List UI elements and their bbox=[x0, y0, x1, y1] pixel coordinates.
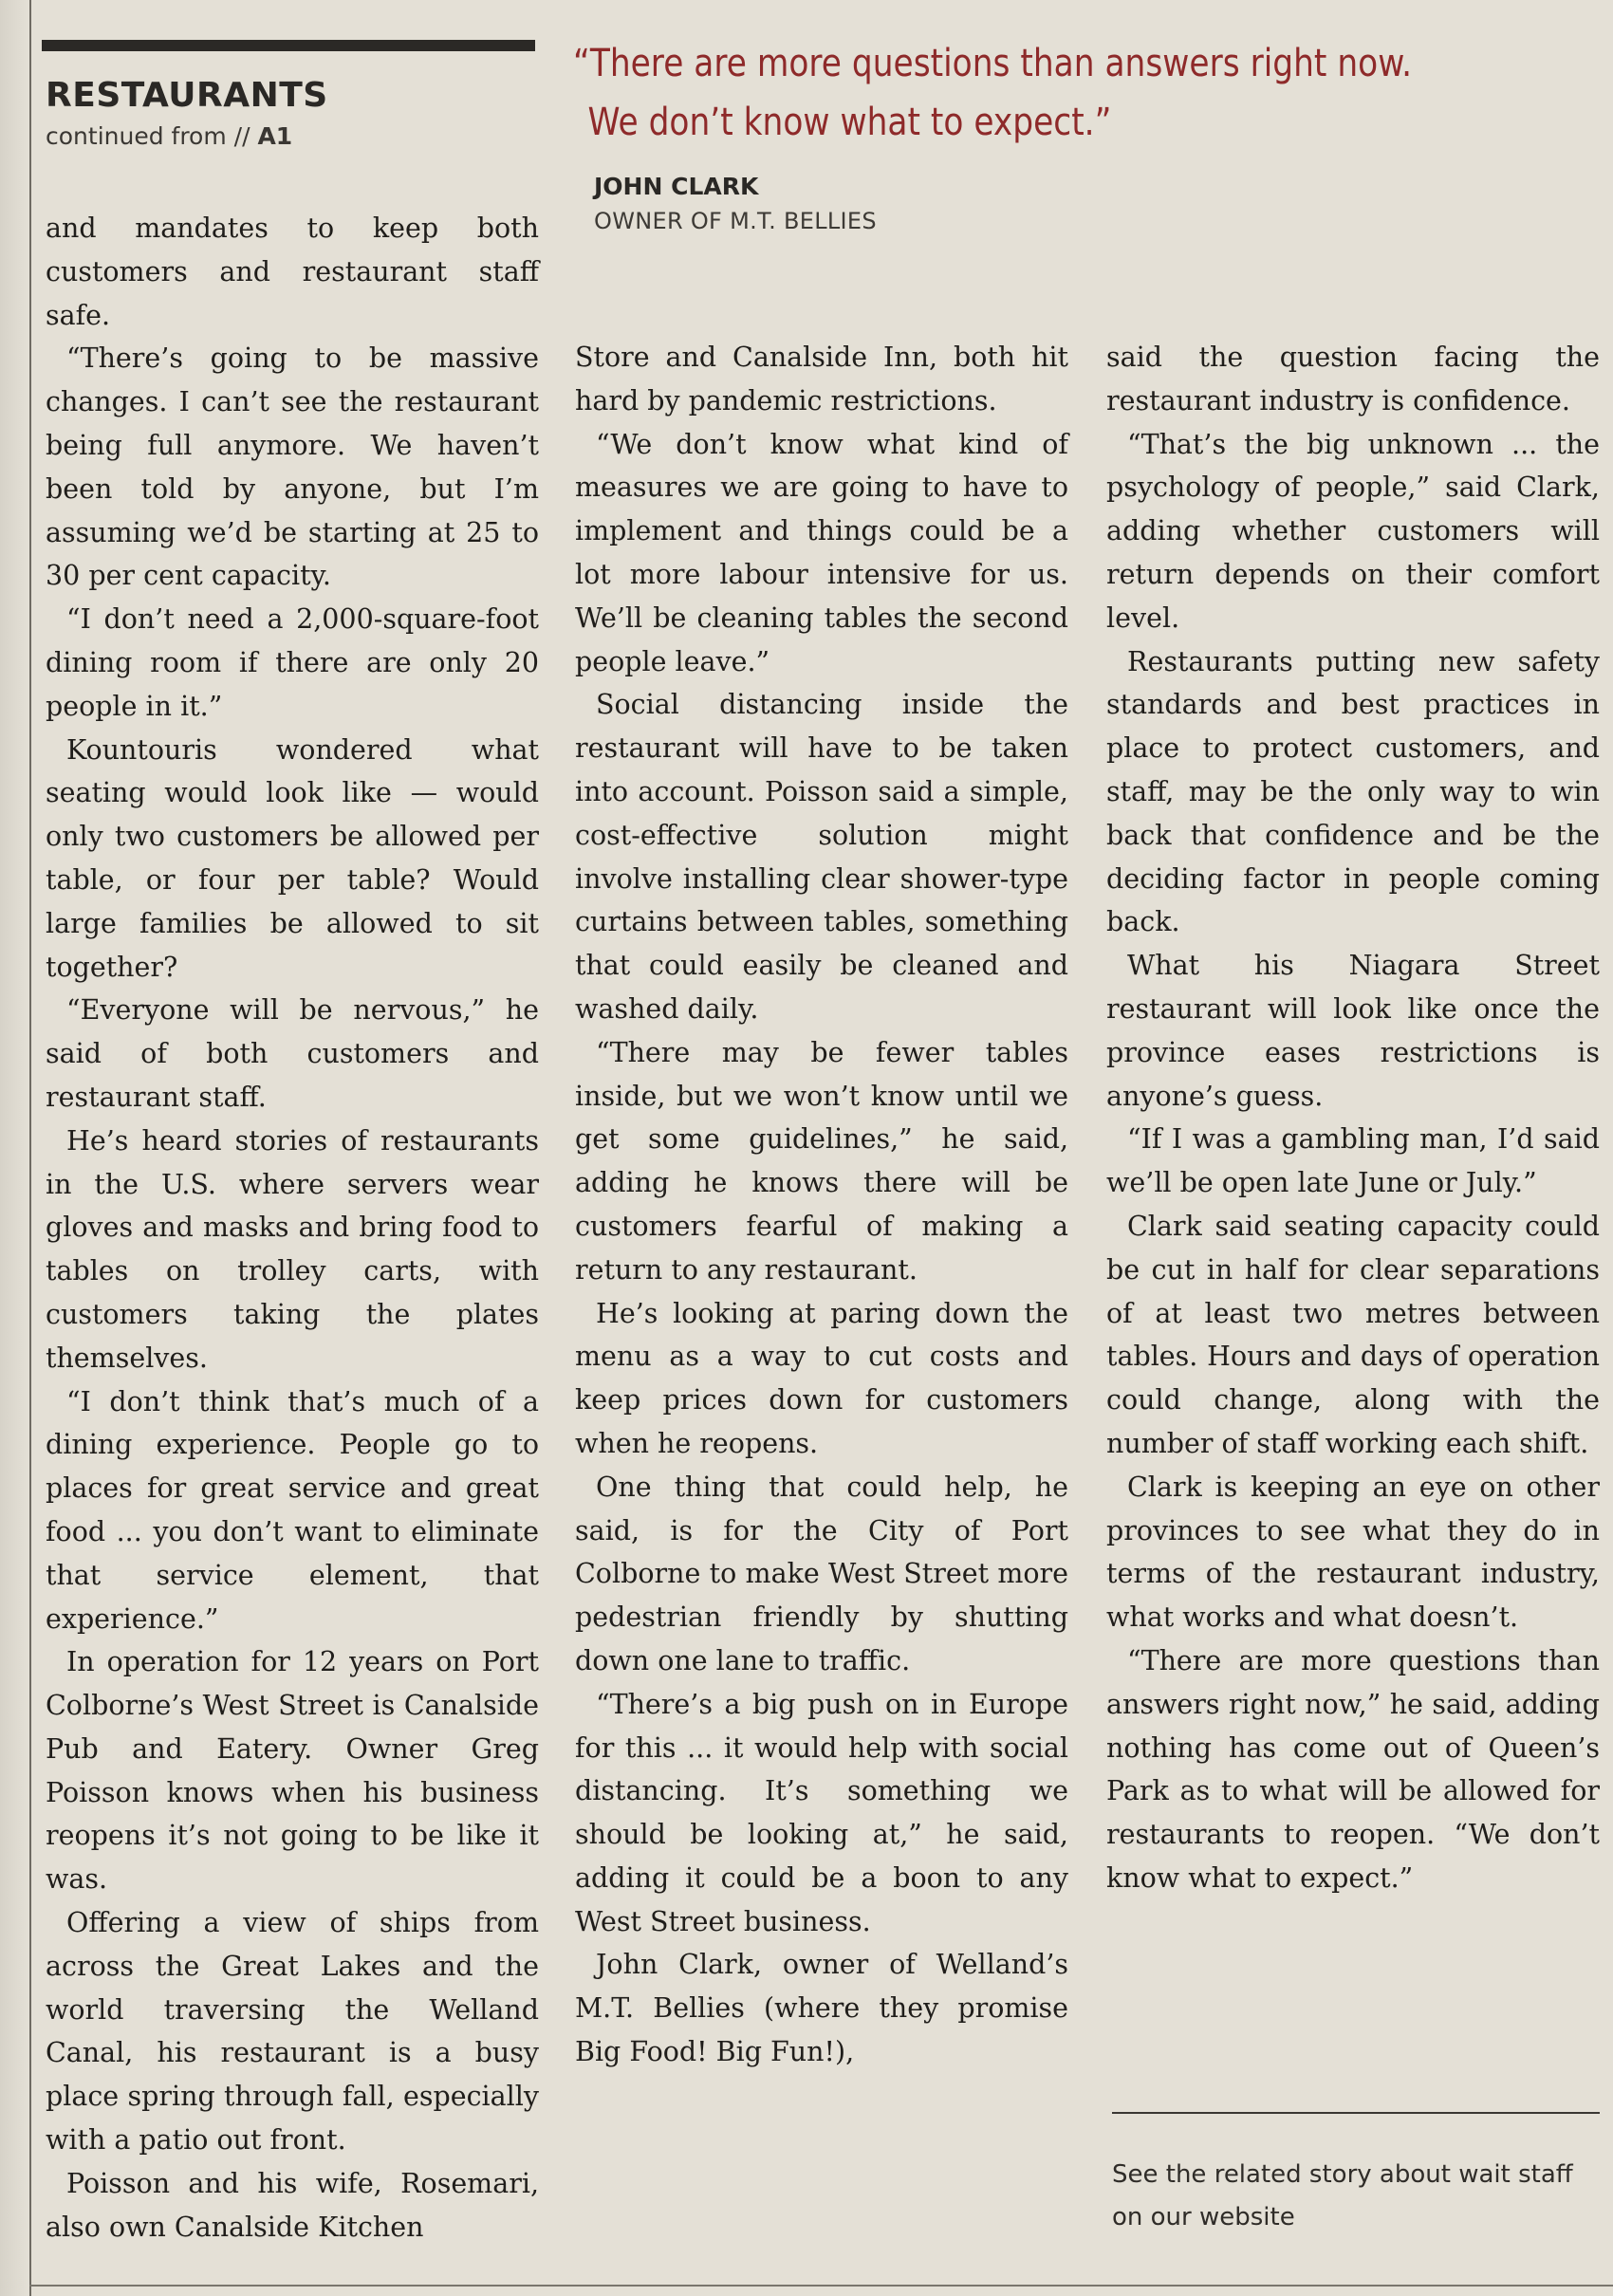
section-header bbox=[46, 76, 328, 150]
article-column-1 bbox=[46, 207, 539, 2249]
quote-attribution bbox=[594, 173, 877, 234]
paragraph: Restaurants putting new safety standards and best practices in place to protect customers, and staff, may be the only way to win back that confidence and be the deciding factor in people coming back. bbox=[1106, 645, 1600, 938]
attribution-role: OWNER OF M.T. BELLIES bbox=[594, 208, 877, 234]
paragraph: Clark is keeping an eye on other provinces to see what they do in terms of the restaurant industry, what works and what doesn’t. bbox=[1106, 1471, 1600, 1634]
section-title: RESTAURANTS bbox=[46, 76, 328, 115]
related-story-note bbox=[1112, 2154, 1605, 2239]
paragraph: and mandates to keep both customers and restaurant staff safe. bbox=[46, 213, 539, 331]
paragraph: In operation for 12 years on Port Colborne’s West Street is Canalside Pub and Eatery. Owner Greg Poisson knows when his business reopens it’s not going to be like it was. bbox=[46, 1646, 539, 1896]
paragraph: “I don’t need a 2,000-square-foot dining room if there are only 20 people in it.” bbox=[46, 603, 539, 722]
paragraph: “I don’t think that’s much of a dining experience. People go to places for great service and great food ... you don’t want to eliminate that service element, that experience.” bbox=[46, 1385, 539, 1635]
paragraph: Poisson and his wife, Rosemari, also own Canalside Kitchen bbox=[46, 2167, 539, 2243]
paragraph: “That’s the big unknown ... the psychology of people,” said Clark, adding whether customers will return depends on their comfort level. bbox=[1106, 428, 1600, 634]
paragraph: Clark said seating capacity could be cut in half for clear separations of at least two metres between tables. Hours and days of operation could change, along with the number of staff working each shift. bbox=[1106, 1210, 1600, 1459]
paragraph: “There are more questions than answers right now,” he said, adding nothing has come out of Queen’s Park as to what will be allowed for restaurants to reopen. “We don’t know what to expect.” bbox=[1106, 1644, 1600, 1894]
gutter-rule bbox=[29, 0, 31, 2296]
footnote-divider bbox=[1112, 2112, 1600, 2114]
article-column-2 bbox=[575, 336, 1068, 2074]
paragraph: Social distancing inside the restaurant will have to be taken into account. Poisson said a simple, cost-effective solution might involve installing clear shower-type curtains between tables, something that could easily be cleaned and washed daily. bbox=[575, 689, 1068, 1025]
paragraph: He’s looking at paring down the menu as a way to cut costs and keep prices down for customers when he reopens. bbox=[575, 1297, 1068, 1459]
paragraph: What his Niagara Street restaurant will look like once the province eases restrictions is anyone’s guess. bbox=[1106, 950, 1600, 1112]
section-top-bar bbox=[42, 40, 535, 51]
paragraph: “There’s going to be massive changes. I can’t see the restaurant being full anymore. We haven’t been told by anyone, but I’m assuming we’d be starting at 25 to 30 per cent capacity. bbox=[46, 343, 539, 592]
paragraph: Kountouris wondered what seating would look like — would only two customers be allowed per table, or four per table? Would large families be allowed to sit together? bbox=[46, 733, 539, 983]
continued-label: continued from // bbox=[46, 122, 250, 150]
paragraph: “There may be fewer tables inside, but we won’t know until we get some guidelines,” he said, adding he knows there will be customers fearful of making a return to any restaurant. bbox=[575, 1036, 1068, 1286]
related-story-line: on our website bbox=[1112, 2203, 1295, 2231]
attribution-name: JOHN CLARK bbox=[594, 173, 759, 200]
continued-page: A1 bbox=[257, 122, 293, 150]
article-column-3 bbox=[1106, 336, 1600, 1900]
paragraph: John Clark, owner of Welland’s M.T. Bellies (where they promise Big Food! Big Fun!), bbox=[575, 1949, 1068, 2068]
related-story-line: See the related story about wait staff bbox=[1112, 2160, 1573, 2189]
paragraph: “If I was a gambling man, I’d said we’ll be open late June or July.” bbox=[1106, 1123, 1600, 1199]
continued-from-line bbox=[46, 122, 328, 150]
pull-quote-line: We don’t know what to expect.” bbox=[587, 101, 1112, 144]
bottom-rule bbox=[29, 2285, 1613, 2287]
paragraph: “We don’t know what kind of measures we are going to have to implement and things could be a lot more labour intensive for us. We’ll be cleaning tables the second people leave.” bbox=[575, 428, 1068, 677]
paragraph: “There’s a big push on in Europe for this ... it would help with social distancing. It’s something we should be looking at,” he said, adding it could be a boon to any West Street business. bbox=[575, 1688, 1068, 1937]
paragraph: Store and Canalside Inn, both hit hard by pandemic restrictions. bbox=[575, 342, 1068, 417]
paragraph: said the question facing the restaurant industry is confidence. bbox=[1106, 342, 1600, 417]
paragraph: One thing that could help, he said, is for the City of Port Colborne to make West Street more pedestrian friendly by shutting down one lane to traffic. bbox=[575, 1471, 1068, 1676]
paragraph: “Everyone will be nervous,” he said of both customers and restaurant staff. bbox=[46, 994, 539, 1113]
pull-quote bbox=[573, 34, 1430, 152]
paragraph: Offering a view of ships from across the Great Lakes and the world traversing the Welland Canal, his restaurant is a busy place spring through fall, especially with a patio out front. bbox=[46, 1907, 539, 2157]
pull-quote-line: “There are more questions than answers right now. bbox=[573, 42, 1413, 85]
paragraph: He’s heard stories of restaurants in the U.S. where servers wear gloves and masks and bring food to tables on trolley carts, with customers taking the plates themselves. bbox=[46, 1124, 539, 1374]
page-margin bbox=[0, 0, 28, 2296]
